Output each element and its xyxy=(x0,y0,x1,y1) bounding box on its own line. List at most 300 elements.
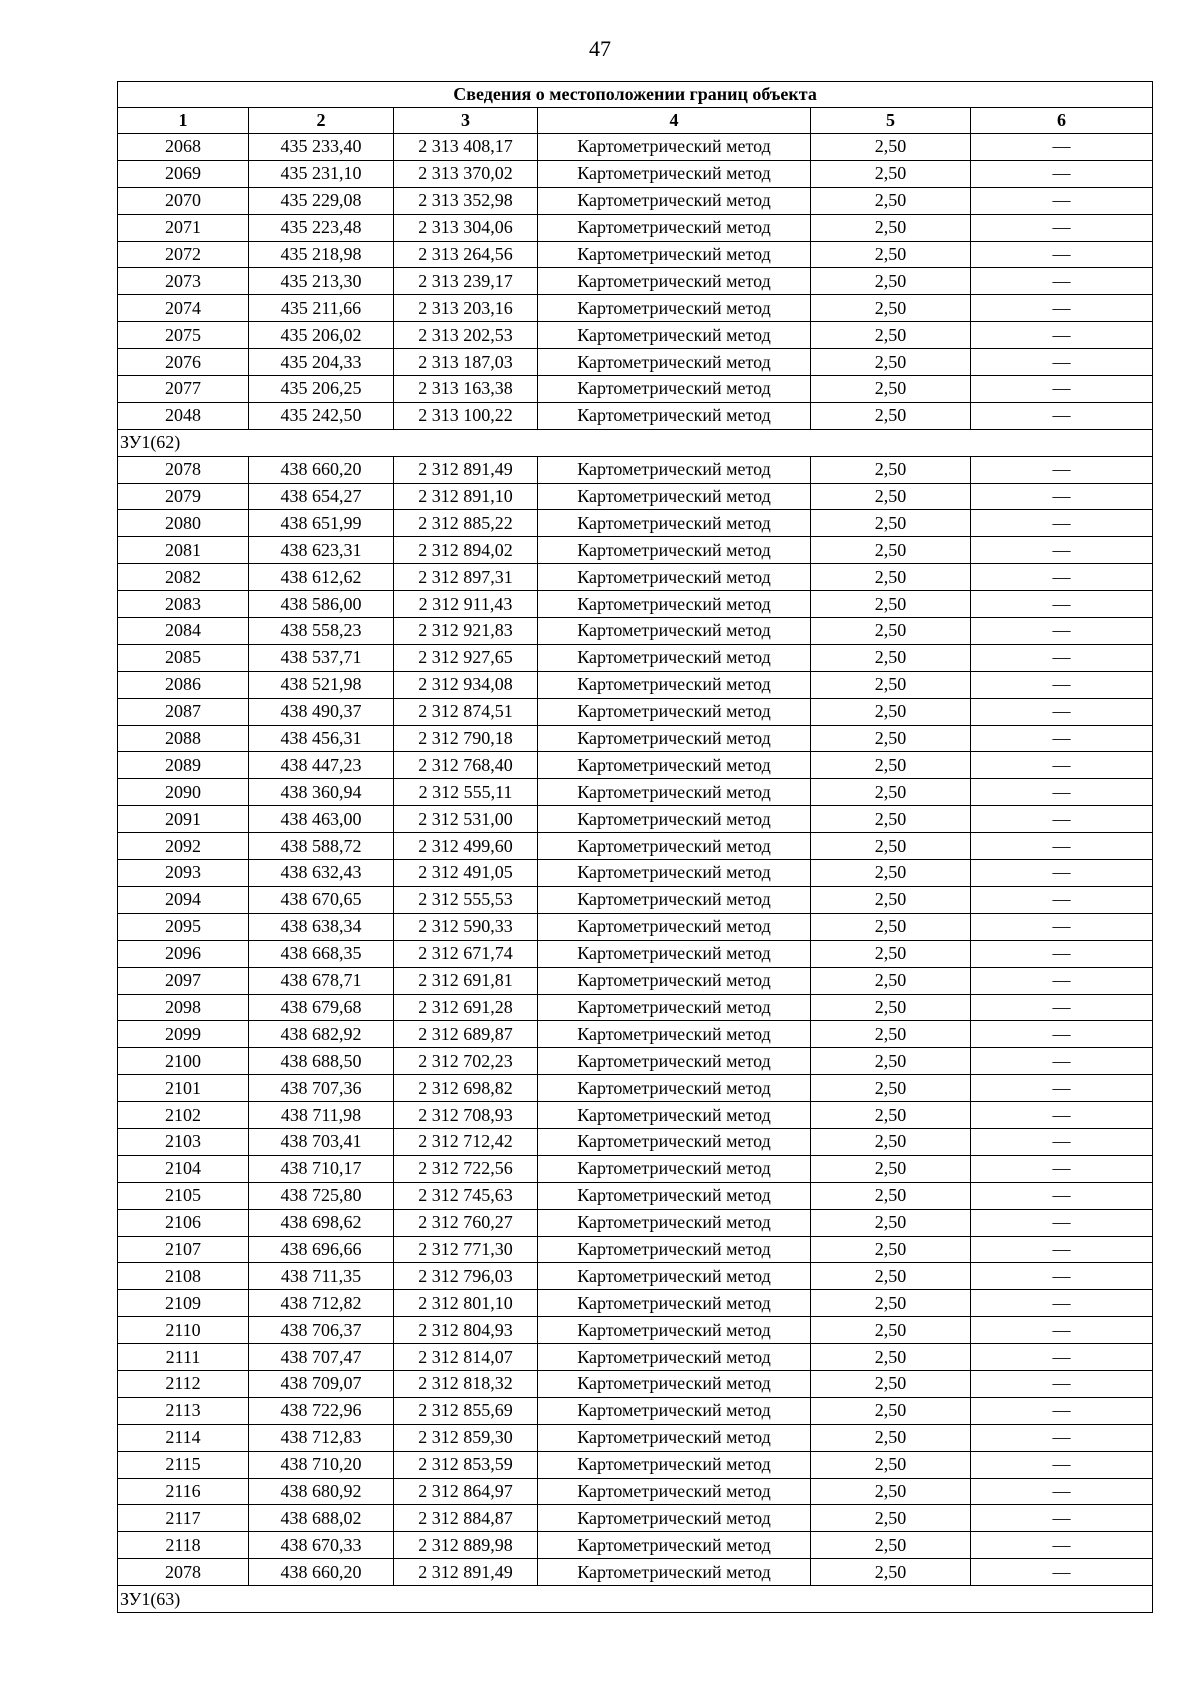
y-coordinate-cell: 2 312 491,05 xyxy=(394,860,538,887)
y-coordinate-cell: 2 312 771,30 xyxy=(394,1236,538,1263)
table-row xyxy=(118,376,1153,403)
point-number-cell: 2114 xyxy=(118,1424,249,1451)
table-row xyxy=(118,1424,1153,1451)
table-row xyxy=(118,1209,1153,1236)
y-coordinate-cell: 2 312 499,60 xyxy=(394,833,538,860)
table-row xyxy=(118,752,1153,779)
method-cell: Картометрический метод xyxy=(538,241,811,268)
description-cell: — xyxy=(971,752,1153,779)
y-coordinate-cell: 2 313 163,38 xyxy=(394,376,538,403)
table-row xyxy=(118,537,1153,564)
accuracy-cell: 2,50 xyxy=(811,725,971,752)
y-coordinate-cell: 2 312 934,08 xyxy=(394,671,538,698)
x-coordinate-cell: 435 204,33 xyxy=(249,349,394,376)
y-coordinate-cell: 2 313 100,22 xyxy=(394,402,538,429)
y-coordinate-cell: 2 312 885,22 xyxy=(394,510,538,537)
description-cell: — xyxy=(971,779,1153,806)
point-number-cell: 2081 xyxy=(118,537,249,564)
accuracy-cell: 2,50 xyxy=(811,644,971,671)
x-coordinate-cell: 438 632,43 xyxy=(249,860,394,887)
x-coordinate-cell: 435 229,08 xyxy=(249,187,394,214)
table-row xyxy=(118,860,1153,887)
x-coordinate-cell: 438 711,98 xyxy=(249,1102,394,1129)
point-number-cell: 2090 xyxy=(118,779,249,806)
y-coordinate-cell: 2 313 370,02 xyxy=(394,160,538,187)
x-coordinate-cell: 438 521,98 xyxy=(249,671,394,698)
x-coordinate-cell: 438 537,71 xyxy=(249,644,394,671)
point-number-cell: 2086 xyxy=(118,671,249,698)
table-row xyxy=(118,1236,1153,1263)
method-cell: Картометрический метод xyxy=(538,1021,811,1048)
x-coordinate-cell: 438 710,20 xyxy=(249,1451,394,1478)
x-coordinate-cell: 438 623,31 xyxy=(249,537,394,564)
y-coordinate-cell: 2 312 864,97 xyxy=(394,1478,538,1505)
point-number-cell: 2101 xyxy=(118,1075,249,1102)
x-coordinate-cell: 438 670,65 xyxy=(249,886,394,913)
point-number-cell: 2108 xyxy=(118,1263,249,1290)
y-coordinate-cell: 2 313 352,98 xyxy=(394,187,538,214)
point-number-cell: 2113 xyxy=(118,1397,249,1424)
column-number: 3 xyxy=(394,108,538,134)
accuracy-cell: 2,50 xyxy=(811,402,971,429)
x-coordinate-cell: 438 725,80 xyxy=(249,1182,394,1209)
point-number-cell: 2087 xyxy=(118,698,249,725)
table-row xyxy=(118,1451,1153,1478)
x-coordinate-cell: 438 654,27 xyxy=(249,483,394,510)
y-coordinate-cell: 2 312 889,98 xyxy=(394,1532,538,1559)
accuracy-cell: 2,50 xyxy=(811,241,971,268)
y-coordinate-cell: 2 312 814,07 xyxy=(394,1344,538,1371)
description-cell: — xyxy=(971,1451,1153,1478)
description-cell: — xyxy=(971,376,1153,403)
point-number-cell: 2076 xyxy=(118,349,249,376)
x-coordinate-cell: 438 660,20 xyxy=(249,1559,394,1586)
table-row xyxy=(118,322,1153,349)
accuracy-cell: 2,50 xyxy=(811,1021,971,1048)
table-row xyxy=(118,1128,1153,1155)
x-coordinate-cell: 438 696,66 xyxy=(249,1236,394,1263)
y-coordinate-cell: 2 312 689,87 xyxy=(394,1021,538,1048)
x-coordinate-cell: 438 668,35 xyxy=(249,940,394,967)
accuracy-cell: 2,50 xyxy=(811,913,971,940)
method-cell: Картометрический метод xyxy=(538,779,811,806)
method-cell: Картометрический метод xyxy=(538,564,811,591)
table-title: Сведения о местоположении границ объекта xyxy=(118,82,1153,108)
accuracy-cell: 2,50 xyxy=(811,698,971,725)
point-number-cell: 2069 xyxy=(118,160,249,187)
column-number: 5 xyxy=(811,108,971,134)
accuracy-cell: 2,50 xyxy=(811,268,971,295)
accuracy-cell: 2,50 xyxy=(811,1209,971,1236)
method-cell: Картометрический метод xyxy=(538,510,811,537)
description-cell: — xyxy=(971,1021,1153,1048)
point-number-cell: 2088 xyxy=(118,725,249,752)
accuracy-cell: 2,50 xyxy=(811,671,971,698)
accuracy-cell: 2,50 xyxy=(811,1370,971,1397)
description-cell: — xyxy=(971,1155,1153,1182)
description-cell: — xyxy=(971,1209,1153,1236)
table-row xyxy=(118,1370,1153,1397)
x-coordinate-cell: 438 679,68 xyxy=(249,994,394,1021)
y-coordinate-cell: 2 312 884,87 xyxy=(394,1505,538,1532)
accuracy-cell: 2,50 xyxy=(811,295,971,322)
table-row xyxy=(118,1344,1153,1371)
table-row xyxy=(118,1317,1153,1344)
method-cell: Картометрический метод xyxy=(538,940,811,967)
column-number: 6 xyxy=(971,108,1153,134)
column-number: 4 xyxy=(538,108,811,134)
accuracy-cell: 2,50 xyxy=(811,1478,971,1505)
description-cell: — xyxy=(971,349,1153,376)
accuracy-cell: 2,50 xyxy=(811,1397,971,1424)
accuracy-cell: 2,50 xyxy=(811,886,971,913)
method-cell: Картометрический метод xyxy=(538,591,811,618)
method-cell: Картометрический метод xyxy=(538,698,811,725)
table-row xyxy=(118,402,1153,429)
x-coordinate-cell: 435 213,30 xyxy=(249,268,394,295)
accuracy-cell: 2,50 xyxy=(811,860,971,887)
y-coordinate-cell: 2 312 894,02 xyxy=(394,537,538,564)
y-coordinate-cell: 2 312 855,69 xyxy=(394,1397,538,1424)
description-cell: — xyxy=(971,1182,1153,1209)
section-label: ЗУ1(63) xyxy=(118,1586,1153,1613)
method-cell: Картометрический метод xyxy=(538,537,811,564)
point-number-cell: 2098 xyxy=(118,994,249,1021)
method-cell: Картометрический метод xyxy=(538,160,811,187)
description-cell: — xyxy=(971,1397,1153,1424)
description-cell: — xyxy=(971,644,1153,671)
x-coordinate-cell: 438 712,83 xyxy=(249,1424,394,1451)
description-cell: — xyxy=(971,886,1153,913)
accuracy-cell: 2,50 xyxy=(811,1451,971,1478)
point-number-cell: 2078 xyxy=(118,1559,249,1586)
method-cell: Картометрический метод xyxy=(538,1155,811,1182)
method-cell: Картометрический метод xyxy=(538,376,811,403)
method-cell: Картометрический метод xyxy=(538,1290,811,1317)
point-number-cell: 2099 xyxy=(118,1021,249,1048)
description-cell: — xyxy=(971,1290,1153,1317)
description-cell: — xyxy=(971,698,1153,725)
method-cell: Картометрический метод xyxy=(538,1317,811,1344)
point-number-cell: 2107 xyxy=(118,1236,249,1263)
y-coordinate-cell: 2 312 927,65 xyxy=(394,644,538,671)
y-coordinate-cell: 2 312 796,03 xyxy=(394,1263,538,1290)
y-coordinate-cell: 2 312 804,93 xyxy=(394,1317,538,1344)
accuracy-cell: 2,50 xyxy=(811,1424,971,1451)
point-number-cell: 2118 xyxy=(118,1532,249,1559)
x-coordinate-cell: 438 698,62 xyxy=(249,1209,394,1236)
table-row xyxy=(118,1021,1153,1048)
accuracy-cell: 2,50 xyxy=(811,510,971,537)
x-coordinate-cell: 438 612,62 xyxy=(249,564,394,591)
x-coordinate-cell: 438 707,47 xyxy=(249,1344,394,1371)
column-number-row xyxy=(118,108,1153,134)
description-cell: — xyxy=(971,913,1153,940)
y-coordinate-cell: 2 313 264,56 xyxy=(394,241,538,268)
table-row xyxy=(118,1102,1153,1129)
method-cell: Картометрический метод xyxy=(538,1532,811,1559)
y-coordinate-cell: 2 312 698,82 xyxy=(394,1075,538,1102)
accuracy-cell: 2,50 xyxy=(811,564,971,591)
y-coordinate-cell: 2 313 202,53 xyxy=(394,322,538,349)
method-cell: Картометрический метод xyxy=(538,1102,811,1129)
x-coordinate-cell: 435 206,02 xyxy=(249,322,394,349)
y-coordinate-cell: 2 312 897,31 xyxy=(394,564,538,591)
description-cell: — xyxy=(971,241,1153,268)
method-cell: Картометрический метод xyxy=(538,483,811,510)
point-number-cell: 2093 xyxy=(118,860,249,887)
accuracy-cell: 2,50 xyxy=(811,1048,971,1075)
x-coordinate-cell: 438 651,99 xyxy=(249,510,394,537)
method-cell: Картометрический метод xyxy=(538,456,811,483)
table-row xyxy=(118,1478,1153,1505)
accuracy-cell: 2,50 xyxy=(811,967,971,994)
table-row xyxy=(118,913,1153,940)
accuracy-cell: 2,50 xyxy=(811,618,971,645)
description-cell: — xyxy=(971,591,1153,618)
y-coordinate-cell: 2 312 708,93 xyxy=(394,1102,538,1129)
method-cell: Картометрический метод xyxy=(538,1075,811,1102)
method-cell: Картометрический метод xyxy=(538,295,811,322)
description-cell: — xyxy=(971,1532,1153,1559)
description-cell: — xyxy=(971,1478,1153,1505)
point-number-cell: 2110 xyxy=(118,1317,249,1344)
description-cell: — xyxy=(971,510,1153,537)
table-title-row xyxy=(118,82,1153,108)
x-coordinate-cell: 435 242,50 xyxy=(249,402,394,429)
x-coordinate-cell: 438 670,33 xyxy=(249,1532,394,1559)
x-coordinate-cell: 438 490,37 xyxy=(249,698,394,725)
method-cell: Картометрический метод xyxy=(538,402,811,429)
point-number-cell: 2074 xyxy=(118,295,249,322)
point-number-cell: 2112 xyxy=(118,1370,249,1397)
description-cell: — xyxy=(971,456,1153,483)
description-cell: — xyxy=(971,1505,1153,1532)
method-cell: Картометрический метод xyxy=(538,268,811,295)
accuracy-cell: 2,50 xyxy=(811,779,971,806)
x-coordinate-cell: 435 223,48 xyxy=(249,214,394,241)
y-coordinate-cell: 2 312 531,00 xyxy=(394,806,538,833)
accuracy-cell: 2,50 xyxy=(811,1263,971,1290)
x-coordinate-cell: 438 703,41 xyxy=(249,1128,394,1155)
description-cell: — xyxy=(971,160,1153,187)
description-cell: — xyxy=(971,1263,1153,1290)
section-label: ЗУ1(62) xyxy=(118,429,1153,456)
description-cell: — xyxy=(971,1317,1153,1344)
accuracy-cell: 2,50 xyxy=(811,187,971,214)
x-coordinate-cell: 438 660,20 xyxy=(249,456,394,483)
point-number-cell: 2080 xyxy=(118,510,249,537)
point-number-cell: 2083 xyxy=(118,591,249,618)
accuracy-cell: 2,50 xyxy=(811,214,971,241)
method-cell: Картометрический метод xyxy=(538,1236,811,1263)
accuracy-cell: 2,50 xyxy=(811,376,971,403)
x-coordinate-cell: 438 709,07 xyxy=(249,1370,394,1397)
x-coordinate-cell: 438 447,23 xyxy=(249,752,394,779)
method-cell: Картометрический метод xyxy=(538,1263,811,1290)
point-number-cell: 2085 xyxy=(118,644,249,671)
point-number-cell: 2100 xyxy=(118,1048,249,1075)
y-coordinate-cell: 2 312 801,10 xyxy=(394,1290,538,1317)
description-cell: — xyxy=(971,1424,1153,1451)
y-coordinate-cell: 2 312 891,10 xyxy=(394,483,538,510)
table-row xyxy=(118,1075,1153,1102)
description-cell: — xyxy=(971,618,1153,645)
point-number-cell: 2082 xyxy=(118,564,249,591)
accuracy-cell: 2,50 xyxy=(811,1290,971,1317)
method-cell: Картометрический метод xyxy=(538,644,811,671)
table-row xyxy=(118,806,1153,833)
method-cell: Картометрический метод xyxy=(538,1451,811,1478)
point-number-cell: 2115 xyxy=(118,1451,249,1478)
y-coordinate-cell: 2 312 891,49 xyxy=(394,456,538,483)
accuracy-cell: 2,50 xyxy=(811,1236,971,1263)
method-cell: Картометрический метод xyxy=(538,1182,811,1209)
y-coordinate-cell: 2 312 874,51 xyxy=(394,698,538,725)
description-cell: — xyxy=(971,1102,1153,1129)
point-number-cell: 2094 xyxy=(118,886,249,913)
method-cell: Картометрический метод xyxy=(538,322,811,349)
point-number-cell: 2095 xyxy=(118,913,249,940)
method-cell: Картометрический метод xyxy=(538,967,811,994)
description-cell: — xyxy=(971,537,1153,564)
point-number-cell: 2079 xyxy=(118,483,249,510)
x-coordinate-cell: 438 682,92 xyxy=(249,1021,394,1048)
point-number-cell: 2072 xyxy=(118,241,249,268)
description-cell: — xyxy=(971,322,1153,349)
accuracy-cell: 2,50 xyxy=(811,160,971,187)
table-row xyxy=(118,618,1153,645)
table-row xyxy=(118,1048,1153,1075)
method-cell: Картометрический метод xyxy=(538,1048,811,1075)
y-coordinate-cell: 2 313 304,06 xyxy=(394,214,538,241)
x-coordinate-cell: 438 688,02 xyxy=(249,1505,394,1532)
description-cell: — xyxy=(971,214,1153,241)
description-cell: — xyxy=(971,1236,1153,1263)
y-coordinate-cell: 2 313 203,16 xyxy=(394,295,538,322)
table-row xyxy=(118,886,1153,913)
description-cell: — xyxy=(971,134,1153,161)
y-coordinate-cell: 2 312 891,49 xyxy=(394,1559,538,1586)
method-cell: Картометрический метод xyxy=(538,349,811,376)
x-coordinate-cell: 438 586,00 xyxy=(249,591,394,618)
table-row xyxy=(118,1559,1153,1586)
description-cell: — xyxy=(971,940,1153,967)
table-row xyxy=(118,1155,1153,1182)
description-cell: — xyxy=(971,268,1153,295)
method-cell: Картометрический метод xyxy=(538,833,811,860)
y-coordinate-cell: 2 312 691,81 xyxy=(394,967,538,994)
method-cell: Картометрический метод xyxy=(538,1128,811,1155)
point-number-cell: 2078 xyxy=(118,456,249,483)
x-coordinate-cell: 438 463,00 xyxy=(249,806,394,833)
description-cell: — xyxy=(971,483,1153,510)
accuracy-cell: 2,50 xyxy=(811,1344,971,1371)
table-row xyxy=(118,940,1153,967)
x-coordinate-cell: 438 706,37 xyxy=(249,1317,394,1344)
y-coordinate-cell: 2 312 745,63 xyxy=(394,1182,538,1209)
y-coordinate-cell: 2 312 853,59 xyxy=(394,1451,538,1478)
x-coordinate-cell: 435 231,10 xyxy=(249,160,394,187)
table-row xyxy=(118,295,1153,322)
table-row xyxy=(118,483,1153,510)
description-cell: — xyxy=(971,833,1153,860)
method-cell: Картометрический метод xyxy=(538,860,811,887)
point-number-cell: 2092 xyxy=(118,833,249,860)
y-coordinate-cell: 2 313 187,03 xyxy=(394,349,538,376)
accuracy-cell: 2,50 xyxy=(811,483,971,510)
table-row xyxy=(118,1532,1153,1559)
accuracy-cell: 2,50 xyxy=(811,1532,971,1559)
accuracy-cell: 2,50 xyxy=(811,1102,971,1129)
y-coordinate-cell: 2 312 818,32 xyxy=(394,1370,538,1397)
description-cell: — xyxy=(971,725,1153,752)
method-cell: Картометрический метод xyxy=(538,134,811,161)
table-row xyxy=(118,1397,1153,1424)
table-row xyxy=(118,510,1153,537)
point-number-cell: 2117 xyxy=(118,1505,249,1532)
description-cell: — xyxy=(971,564,1153,591)
x-coordinate-cell: 438 588,72 xyxy=(249,833,394,860)
point-number-cell: 2103 xyxy=(118,1128,249,1155)
description-cell: — xyxy=(971,1559,1153,1586)
method-cell: Картометрический метод xyxy=(538,1559,811,1586)
table-row xyxy=(118,187,1153,214)
table-row xyxy=(118,160,1153,187)
table-row xyxy=(118,1182,1153,1209)
y-coordinate-cell: 2 312 691,28 xyxy=(394,994,538,1021)
description-cell: — xyxy=(971,187,1153,214)
table-row xyxy=(118,994,1153,1021)
table-row xyxy=(118,1263,1153,1290)
method-cell: Картометрический метод xyxy=(538,671,811,698)
point-number-cell: 2075 xyxy=(118,322,249,349)
accuracy-cell: 2,50 xyxy=(811,833,971,860)
y-coordinate-cell: 2 313 408,17 xyxy=(394,134,538,161)
x-coordinate-cell: 438 558,23 xyxy=(249,618,394,645)
method-cell: Картометрический метод xyxy=(538,1397,811,1424)
y-coordinate-cell: 2 312 555,53 xyxy=(394,886,538,913)
x-coordinate-cell: 438 678,71 xyxy=(249,967,394,994)
method-cell: Картометрический метод xyxy=(538,1424,811,1451)
method-cell: Картометрический метод xyxy=(538,886,811,913)
table-row xyxy=(118,644,1153,671)
table-row xyxy=(118,1290,1153,1317)
table-row xyxy=(118,671,1153,698)
x-coordinate-cell: 435 206,25 xyxy=(249,376,394,403)
accuracy-cell: 2,50 xyxy=(811,537,971,564)
point-number-cell: 2109 xyxy=(118,1290,249,1317)
accuracy-cell: 2,50 xyxy=(811,134,971,161)
table-row xyxy=(118,779,1153,806)
x-coordinate-cell: 438 680,92 xyxy=(249,1478,394,1505)
method-cell: Картометрический метод xyxy=(538,913,811,940)
y-coordinate-cell: 2 312 790,18 xyxy=(394,725,538,752)
description-cell: — xyxy=(971,1048,1153,1075)
method-cell: Картометрический метод xyxy=(538,725,811,752)
x-coordinate-cell: 438 712,82 xyxy=(249,1290,394,1317)
table-row xyxy=(118,349,1153,376)
point-number-cell: 2116 xyxy=(118,1478,249,1505)
method-cell: Картометрический метод xyxy=(538,806,811,833)
y-coordinate-cell: 2 312 859,30 xyxy=(394,1424,538,1451)
method-cell: Картометрический метод xyxy=(538,618,811,645)
table-row xyxy=(118,833,1153,860)
x-coordinate-cell: 438 710,17 xyxy=(249,1155,394,1182)
y-coordinate-cell: 2 313 239,17 xyxy=(394,268,538,295)
y-coordinate-cell: 2 312 671,74 xyxy=(394,940,538,967)
description-cell: — xyxy=(971,295,1153,322)
